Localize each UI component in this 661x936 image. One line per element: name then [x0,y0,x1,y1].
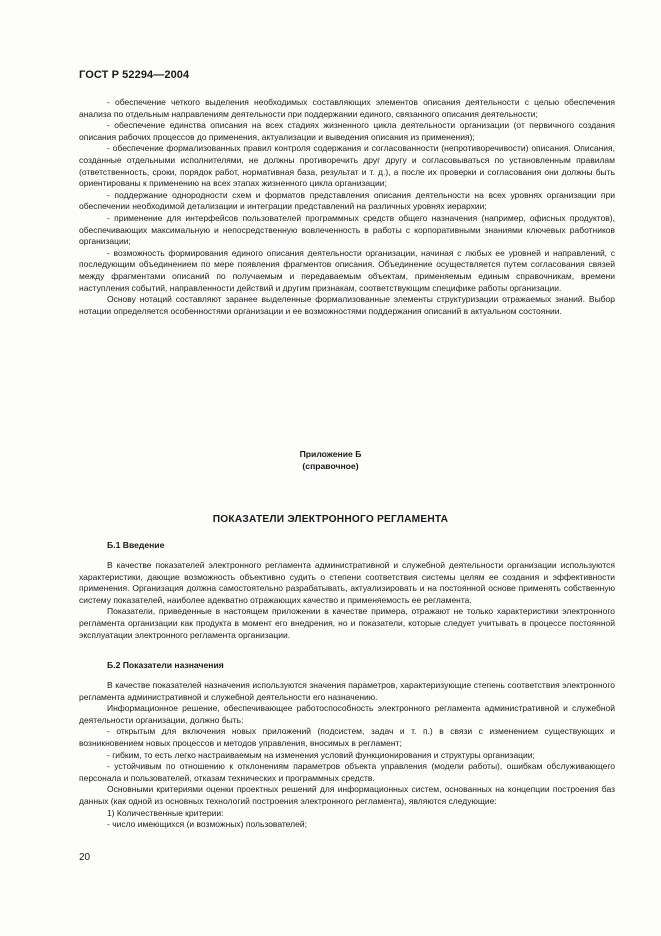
paragraph: Показатели, приведенные в настоящем приложении в качестве примера, отражают не только характеристики электронного регламента организации как продукта в момент его внедрения, но и показатели, которые следует учитывать в процессе постоянной эксплуатации электронного регламента организации. [79,606,615,640]
paragraph: - обеспечение единства описания на всех стадиях жизненного цикла деятельности организации (от первичного создания описания рабочих процессов до применения, актуализации и выведения описания из применения); [79,120,615,142]
paragraph: - число имеющихся (и возможных) пользователей; [107,819,307,830]
appendix-subtitle: (справочное) [302,461,359,471]
b2-text-block [79,680,615,831]
paragraph: В качестве показателей электронного регламента административной и служебной деятельности организации используются характеристики, дающие возможность объективно судить о степени соответствия системы целям ее создания и эффективности применения. Организация должна самостоятельно разрабатывать, актуализировать и на постоянной основе применять собственную систему показателей, наиболее адекватно отражающих качество и применяемость ее регламента. [79,560,615,605]
paragraph: - обеспечение формализованных правил контроля содержания и согласованности (непротиворечивости) описания. Описания, созданные отдельными исполнителями, не должны противоречить друг другу и согласовываться по установленным правилам (ответственность, сроки, порядок работ, нормативная база, результат и т. д.), а после их проверки и согласования они должны быть ориентированы к применению на всех этапах жизненного цикла организации; [79,143,615,189]
paragraph: - открытым для включения новых приложений (подсистем, задач и т. п.) в связи с изменением существующих и возникновением новых процессов и методов управления, вносимых в регламент; [79,726,615,748]
subsection-heading-b2: Б.2 Показатели назначения [107,660,224,670]
paragraph: - обеспечение четкого выделения необходимых составляющих элементов описания деятельности с целью обеспечения анализа по отдельным направлениям деятельности при поддержании единого, связанного описания деятельности; [79,97,615,119]
section-title: ПОКАЗАТЕЛИ ЭЛЕКТРОННОГО РЕГЛАМЕНТА [212,514,449,525]
paragraph: - применение для интерфейсов пользователей программных средств общего назначения (например, офисных продуктов), обеспечивающих максимальную и непосредственную вовлеченность в работы с корпоративными знаниями ключевых работников организации; [79,212,615,247]
paragraph: - устойчивым по отношению к отклонениям параметров объекта управления (модели работы), ошибкам обслуживающего персонала и пользователей, отказам технических и программных средств. [79,761,615,783]
paragraph: - возможность формирования единого описания деятельности организации, начиная с любых ее уровней и направлений, с последующим объединением по мере появления фрагментов описания. Объединение осуществляется путем согласования связей между фрагментами описаний по получаемым и передаваемым объектам, применяемым единым справочникам, времени наступления событий, направленности действий и другим признакам, соответствующим специфике работы организации. [79,247,615,293]
top-text-block [79,97,615,317]
subsection-heading-b1: Б.1 Введение [107,540,165,550]
page-number: 20 [79,852,91,863]
b1-text-block [79,560,615,641]
paragraph: Основу нотаций составляют заранее выделенные формализованные элементы структуризации отражаемых знаний. Выбор нотации определяется особенностями организации и ее возможностями поддержания описаний в актуальном состоянии. [79,294,615,316]
paragraph: Информационное решение, обеспечивающее работоспособность электронного регламента административной и служебной деятельности организации, должно быть: [79,703,615,725]
paragraph: Основными критериями оценки проектных решений для информационных систем, основанных на концепции построения баз данных (как одной из основных технологий построения электронного регламента), являются следующие: [79,784,615,806]
paragraph: В качестве показателей назначения используются значения параметров, характеризующие степень соответствия электронного регламента административной и служебной деятельности его назначению. [79,680,615,702]
document-header: ГОСТ Р 52294—2004 [79,69,190,81]
appendix-title: Приложение Б [299,449,362,459]
paragraph: 1) Количественные критерии: [107,807,224,818]
paragraph: - гибким, то есть легко настраиваемым на изменения условий функционирования и структуры организации; [107,749,535,760]
paragraph: - поддержание однородности схем и форматов представления описания деятельности на всех уровнях организации при обеспечении необходимой детализации и интеграции представлений на различных уровнях иерархии; [79,189,615,212]
